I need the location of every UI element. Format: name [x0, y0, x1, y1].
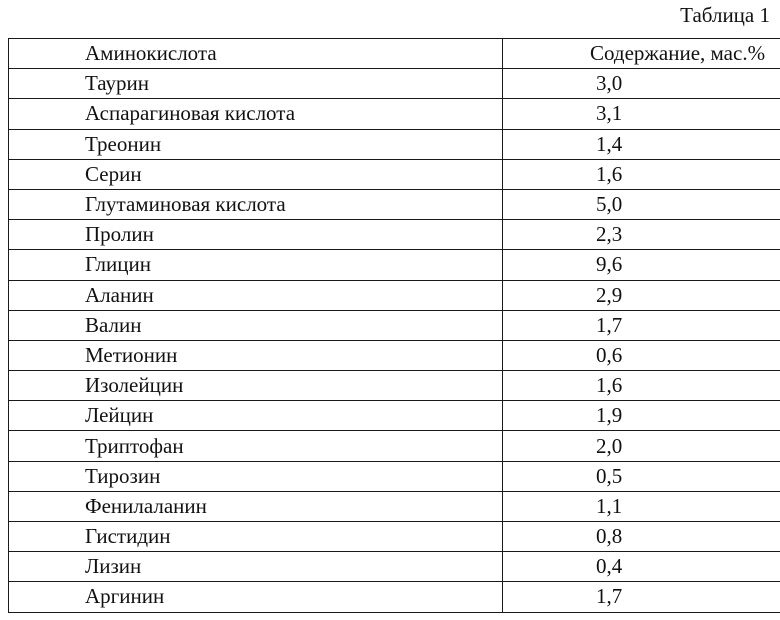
amino-acid-name: Треонин: [9, 129, 503, 159]
content-value: 2,0: [503, 431, 780, 461]
table-row: [9, 522, 780, 552]
amino-acid-name: Фенилаланин: [9, 491, 503, 521]
header-content: Содержание, мас.%: [503, 39, 780, 69]
content-value: 1,6: [503, 371, 780, 401]
amino-acid-name: Аспарагиновая кислота: [9, 99, 503, 129]
table-row: [9, 491, 780, 521]
table-row: [9, 220, 780, 250]
amino-acid-table: [8, 38, 780, 613]
amino-acid-name: Тирозин: [9, 461, 503, 491]
table-row: [9, 461, 780, 491]
table-row: [9, 310, 780, 340]
table-row: [9, 99, 780, 129]
amino-acid-name: Лизин: [9, 552, 503, 582]
content-value: 3,0: [503, 69, 780, 99]
table-row: [9, 582, 780, 612]
table-row: [9, 371, 780, 401]
table-row: [9, 401, 780, 431]
content-value: 2,3: [503, 220, 780, 250]
content-value: 0,5: [503, 461, 780, 491]
table-caption: Таблица 1: [680, 3, 770, 27]
content-value: 1,9: [503, 401, 780, 431]
amino-acid-name: Серин: [9, 159, 503, 189]
amino-acid-name: Глицин: [9, 250, 503, 280]
amino-acid-name: Метионин: [9, 340, 503, 370]
amino-acid-name: Изолейцин: [9, 371, 503, 401]
table-row: [9, 159, 780, 189]
content-value: 1,7: [503, 310, 780, 340]
content-value: 2,9: [503, 280, 780, 310]
content-value: 1,4: [503, 129, 780, 159]
table-row: [9, 250, 780, 280]
amino-acid-name: Валин: [9, 310, 503, 340]
amino-acid-name: Аргинин: [9, 582, 503, 612]
amino-acid-name: Пролин: [9, 220, 503, 250]
header-row: [9, 39, 780, 69]
table-row: [9, 552, 780, 582]
content-value: 9,6: [503, 250, 780, 280]
amino-acid-name: Гистидин: [9, 522, 503, 552]
content-value: 5,0: [503, 189, 780, 219]
amino-acid-name: Триптофан: [9, 431, 503, 461]
table-body: [9, 69, 780, 612]
table-row: [9, 431, 780, 461]
amino-acid-name: Лейцин: [9, 401, 503, 431]
content-value: 1,6: [503, 159, 780, 189]
table-row: [9, 189, 780, 219]
table-row: [9, 69, 780, 99]
amino-acid-name: Аланин: [9, 280, 503, 310]
content-value: 1,7: [503, 582, 780, 612]
table-header: [9, 39, 780, 69]
table-row: [9, 280, 780, 310]
amino-acid-name: Глутаминовая кислота: [9, 189, 503, 219]
content-value: 0,6: [503, 340, 780, 370]
table-row: [9, 129, 780, 159]
content-value: 1,1: [503, 491, 780, 521]
amino-acid-name: Таурин: [9, 69, 503, 99]
content-value: 0,8: [503, 522, 780, 552]
content-value: 0,4: [503, 552, 780, 582]
header-amino-acid: Аминокислота: [9, 39, 503, 69]
table-row: [9, 340, 780, 370]
content-value: 3,1: [503, 99, 780, 129]
